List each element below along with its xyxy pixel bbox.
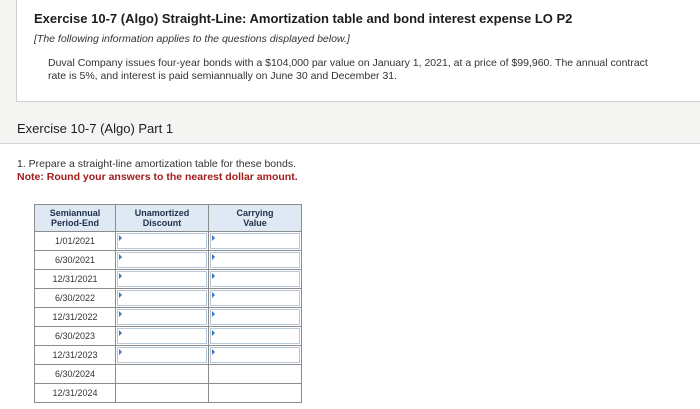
table-row [35, 270, 302, 289]
carrying-input[interactable] [209, 346, 302, 365]
part-title: Exercise 10-7 (Algo) Part 1 [17, 121, 174, 136]
exercise-note: [The following information applies to the questions displayed below.] [34, 33, 350, 45]
discount-input[interactable] [116, 289, 209, 308]
header-period-line2: Period-End [50, 218, 99, 228]
discount-input[interactable] [116, 384, 209, 403]
discount-input[interactable] [116, 346, 209, 365]
header-period-line1: Semiannual [49, 208, 101, 218]
carrying-input[interactable] [209, 365, 302, 384]
carrying-input[interactable] [209, 308, 302, 327]
table-row [35, 365, 302, 384]
discount-input[interactable] [116, 232, 209, 251]
header-carrying-line1: Carrying [236, 208, 274, 218]
exercise-body: Duval Company issues four-year bonds with a $104,000 par value on January 1, 2021, at a price of $99,960. The annual contract rate is 5%, and interest is paid semiannually on June 30 and December 31. [48, 57, 648, 82]
header-discount [116, 205, 209, 232]
header-period [35, 205, 116, 232]
table-row [35, 308, 302, 327]
period-cell: 6/30/2021 [35, 251, 116, 270]
period-cell: 6/30/2023 [35, 327, 116, 346]
header-carrying-line2: Value [243, 218, 267, 228]
carrying-input[interactable] [209, 232, 302, 251]
question-text: 1. Prepare a straight-line amortization table for these bonds. [17, 158, 296, 170]
amortization-table [34, 204, 302, 403]
discount-input[interactable] [116, 365, 209, 384]
table-header-row [35, 205, 302, 232]
carrying-input[interactable] [209, 384, 302, 403]
carrying-input[interactable] [209, 327, 302, 346]
period-cell: 1/01/2021 [35, 232, 116, 251]
discount-input[interactable] [116, 251, 209, 270]
table-row [35, 384, 302, 403]
header-carrying [209, 205, 302, 232]
header-discount-line2: Discount [142, 218, 182, 228]
period-cell: 12/31/2022 [35, 308, 116, 327]
question-note: Note: Round your answers to the nearest dollar amount. [17, 171, 298, 183]
discount-input[interactable] [116, 270, 209, 289]
period-cell: 6/30/2022 [35, 289, 116, 308]
discount-input[interactable] [116, 308, 209, 327]
period-cell: 6/30/2024 [35, 365, 116, 384]
table-row [35, 327, 302, 346]
discount-input[interactable] [116, 327, 209, 346]
table-row [35, 289, 302, 308]
carrying-input[interactable] [209, 270, 302, 289]
table-row [35, 251, 302, 270]
period-cell: 12/31/2024 [35, 384, 116, 403]
period-cell: 12/31/2023 [35, 346, 116, 365]
exercise-title: Exercise 10-7 (Algo) Straight-Line: Amortization table and bond interest expense LO P2 [34, 11, 573, 26]
table-row [35, 346, 302, 365]
carrying-input[interactable] [209, 289, 302, 308]
period-cell: 12/31/2021 [35, 270, 116, 289]
carrying-input[interactable] [209, 251, 302, 270]
table-row [35, 232, 302, 251]
header-discount-line1: Unamortized [134, 208, 190, 218]
